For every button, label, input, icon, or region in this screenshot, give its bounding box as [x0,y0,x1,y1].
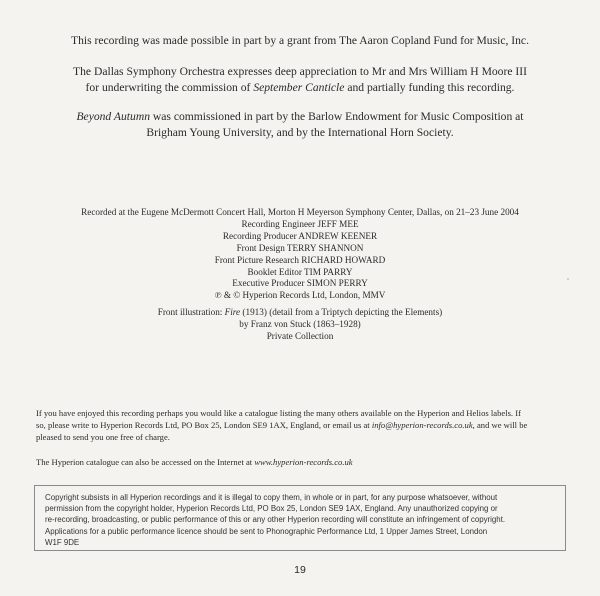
copyright-notice-line2: permission from the copyright holder, Hyperion Records Ltd, PO Box 25, London SE9 1AX, England. Any unauthorized copying or [45,504,498,514]
catalogue-offer [36,407,568,444]
illustration-rest: (1913) (detail from a Triptych depicting the Elements) [240,307,443,318]
credit-front-design: Front Design TERRY SHANNON [236,242,364,253]
credit-executive-producer: Executive Producer SIMON PERRY [232,278,368,289]
acknowledgement-dallas [0,64,600,96]
acknowledgement-copland [0,33,600,49]
catalogue-website-link[interactable]: www.hyperion-records.co.uk [254,457,353,467]
acknowledgement-beyond-autumn [0,109,600,141]
credit-illustration-artist: by Franz von Stuck (1863–1928) [239,319,361,330]
paper-speck [567,278,569,280]
acknowledgement-dallas-line1: The Dallas Symphony Orchestra expresses deep appreciation to Mr and Mrs William H Moore III [73,65,527,78]
credit-front-illustration [0,307,600,319]
credit-recording-producer: Recording Producer ANDREW KEENER [222,230,378,241]
production-credits [0,207,600,343]
credit-booklet-editor: Booklet Editor TIM PARRY [247,266,353,277]
acknowledgement-copland-text: This recording was made possible in part by a grant from The Aaron Copland Fund for Music, Inc. [71,34,529,47]
work-title-beyond-autumn: Beyond Autumn [76,110,150,123]
catalogue-internet-before: The Hyperion catalogue can also be accessed on the Internet at [36,457,255,467]
credit-illustration-collection: Private Collection [266,331,334,342]
catalogue-email-link[interactable]: info@hyperion-records.co.uk [371,420,473,431]
acknowledgement-beyond-line1 [0,109,600,125]
copyright-notice-line5: W1F 9DE [45,537,80,547]
credit-recorded-at: Recorded at the Eugene McDermott Concert Hall, Morton H Meyerson Symphony Center, Dallas, on 21–23 June 2004 [81,207,519,217]
credit-picture-research: Front Picture Research RICHARD HOWARD [214,254,386,265]
catalogue-line3: pleased to send you one free of charge. [36,432,170,443]
illustration-prefix: Front illustration: [157,307,225,318]
catalogue-line2 [36,419,568,431]
credit-copyright-line: ℗ & © Hyperion Records Ltd, London, MMV [214,290,386,301]
illustration-title: Fire [224,307,241,318]
work-title-september-canticle: September Canticle [253,81,345,94]
page-number: 19 [294,564,306,576]
copyright-notice-line1: Copyright subsists in all Hyperion recordings and it is illegal to copy them, in whole or in part, for any purpose whatsoever, without [45,493,498,502]
copyright-notice-line4: Applications for a public performance licence should be sent to Phonographic Performance Ltd, 1 Upper James Street, London [45,526,488,536]
catalogue-line1: If you have enjoyed this recording perhaps you would like a catalogue listing the many others available on the Hyperion and Helios labels. If [36,408,521,418]
catalogue-line2-before: so, please write to Hyperion Records Ltd, PO Box 25, London SE9 1AX, England, or email us at [36,420,372,431]
catalogue-line2-after: , and we will be [472,420,528,431]
acknowledgement-dallas-line2 [0,80,600,96]
dallas-line2-before: for underwriting the commission of [85,81,254,94]
acknowledgement-beyond-line2: Brigham Young University, and by the International Horn Society. [146,126,454,139]
catalogue-internet [36,456,568,468]
beyond-line1-after: was commissioned in part by the Barlow Endowment for Music Composition at [150,110,524,123]
copyright-notice-box [34,485,566,551]
copyright-notice-line3: re-recording, broadcasting, or public performance of this or any other Hyperion recording will constitute an infringement of copyright. [45,515,506,525]
dallas-line2-after: and partially funding this recording. [344,81,515,94]
credit-recording-engineer: Recording Engineer JEFF MEE [241,218,359,229]
